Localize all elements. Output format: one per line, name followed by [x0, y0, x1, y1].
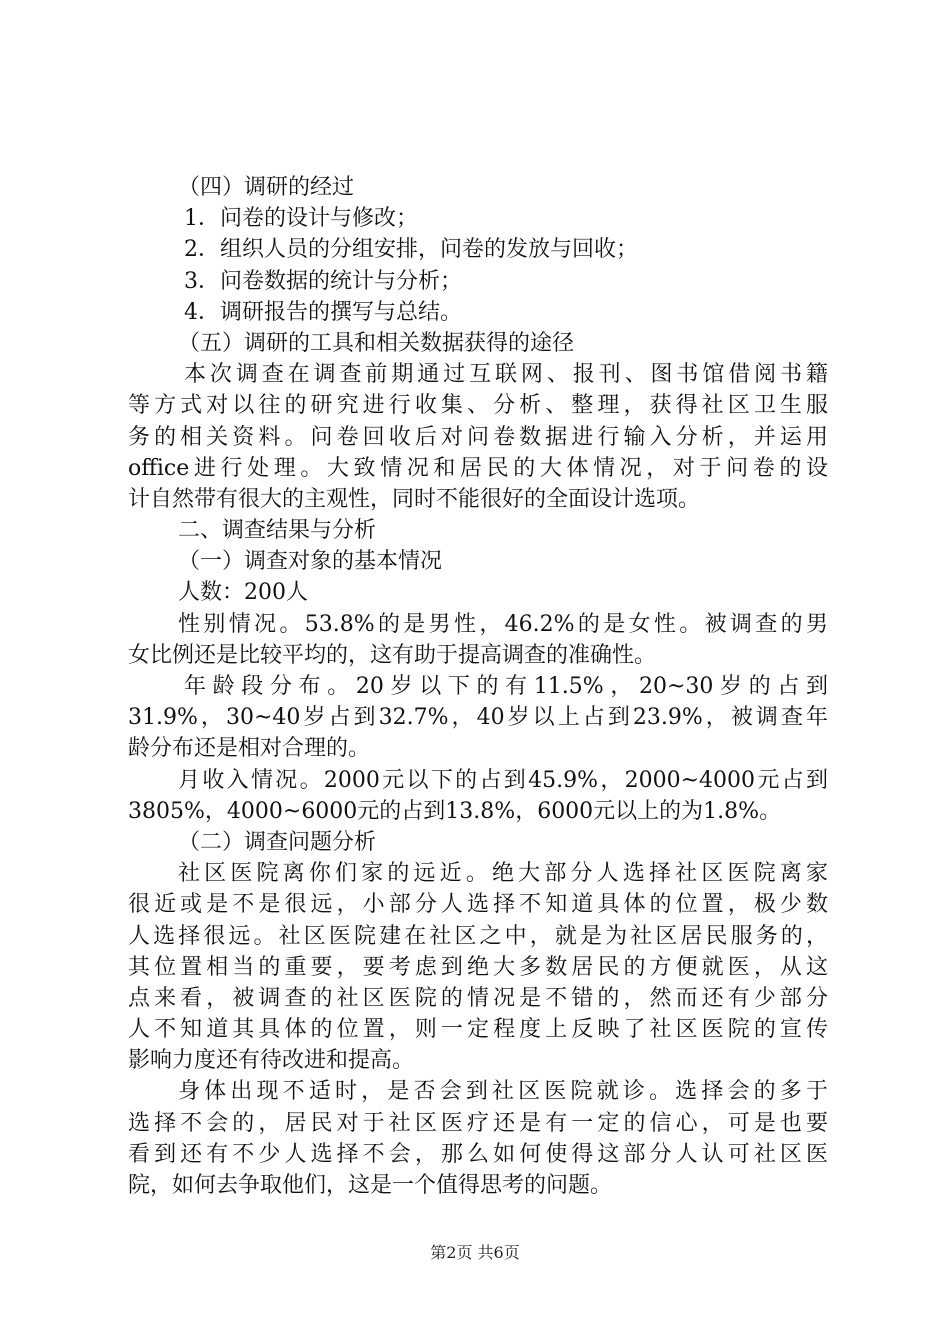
heading-subject-basics: （一）调查对象的基本情况 [178, 549, 443, 575]
heading-research-process: （四）调研的经过 [178, 175, 355, 200]
paragraph-line: 身体出现不适时，是否会到社区医院就诊。选择会的多于 [178, 1079, 828, 1105]
respondent-count: 人数：200人 [178, 580, 308, 606]
page-indicator: 第2页 共6页 [430, 1243, 520, 1262]
paragraph-line: 人不知道其具体的位置，则一定程度上反映了社区医院的宣传 [128, 1017, 828, 1043]
paragraph-line: 影响力度还有待改进和提高。 [128, 1048, 415, 1074]
paragraph-line: 院，如何去争取他们，这是一个值得思考的问题。 [128, 1173, 613, 1198]
paragraph-line: 看到还有不少人选择不会，那么如何使得这部分人认可社区医 [128, 1141, 828, 1167]
paragraph-line: office进行处理。大致情况和居民的大体情况，对于问卷的设 [128, 455, 828, 481]
paragraph-line: 女比例还是比较平均的，这有助于提高调查的准确性。 [128, 642, 657, 668]
list-item-3: 3．问卷数据的统计与分析； [184, 268, 462, 294]
paragraph-line: 社区医院离你们家的远近。绝大部分人选择社区医院离家 [178, 861, 828, 887]
paragraph-line: 很近或是不是很远，小部分人选择不知道具体的位置，极少数 [128, 892, 828, 918]
list-item-1: 1．问卷的设计与修改； [184, 206, 418, 232]
paragraph-line: 本次调查在调查前期通过互联网、报刊、图书馆借阅书籍 [184, 362, 828, 388]
paragraph-line: 计自然带有很大的主观性，同时不能很好的全面设计选项。 [128, 486, 701, 512]
paragraph-line: 月收入情况。2000元以下的占到45.9%，2000~4000元占到 [178, 767, 828, 793]
list-item-4: 4．调研报告的撰写与总结。 [184, 299, 462, 325]
paragraph-line: 性别情况。53.8%的是男性，46.2%的是女性。被调查的男 [178, 611, 828, 637]
paragraph-line: 年龄段分布。20岁以下的有11.5%，20~30岁的占到 [184, 674, 828, 699]
document-body [128, 172, 828, 1201]
paragraph-line: 点来看，被调查的社区医院的情况是不错的，然而还有少部分 [128, 985, 828, 1011]
paragraph-line: 3805%，4000~6000元的占到13.8%，6000元以上的为1.8%。 [128, 798, 782, 824]
heading-research-tools: （五）调研的工具和相关数据获得的途径 [178, 330, 575, 356]
paragraph-line: 务的相关资料。问卷回收后对问卷数据进行输入分析，并运用 [128, 424, 828, 450]
list-item-2: 2．组织人员的分组安排，问卷的发放与回收； [184, 237, 638, 263]
heading-problem-analysis: （二）调查问题分析 [178, 829, 377, 855]
paragraph-line: 其位置相当的重要，要考虑到绝大多数居民的方便就医，从这 [128, 954, 828, 980]
paragraph-line: 选择不会的，居民对于社区医疗还是有一定的信心，可是也要 [128, 1110, 828, 1136]
heading-results-analysis: 二、调查结果与分析 [178, 518, 377, 544]
paragraph-line: 龄分布还是相对合理的。 [128, 736, 371, 762]
paragraph-line: 31.9%，30~40岁占到32.7%，40岁以上占到23.9%，被调查年 [128, 705, 828, 731]
paragraph-line: 等方式对以往的研究进行收集、分析、整理，获得社区卫生服 [128, 393, 828, 419]
paragraph-line: 人选择很远。社区医院建在社区之中，就是为社区居民服务的， [128, 923, 828, 949]
